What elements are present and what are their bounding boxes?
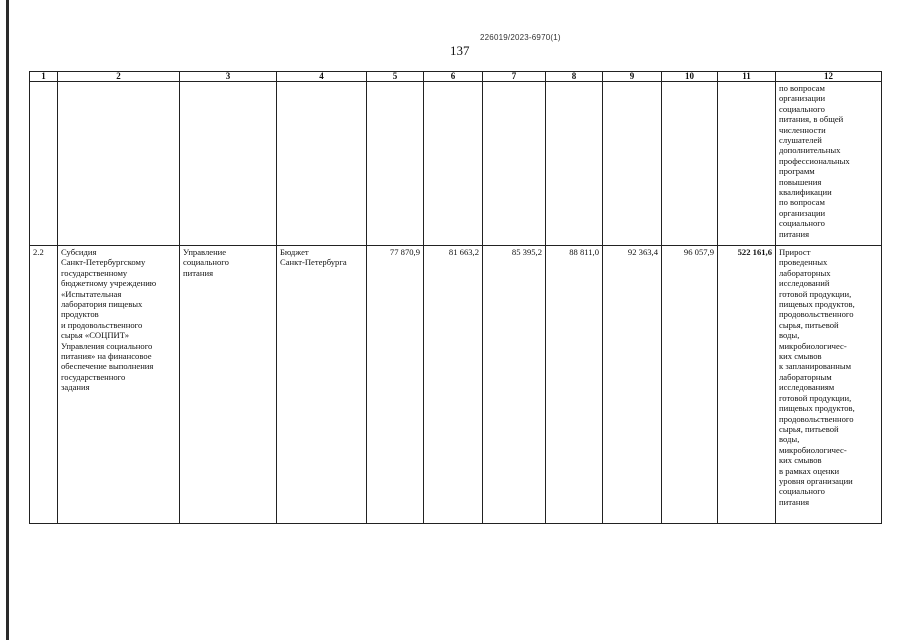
- header-cell: 1: [30, 72, 58, 82]
- header-cell: 5: [367, 72, 424, 82]
- year-value: 92 363,4: [603, 246, 662, 524]
- year-value: 85 395,2: [483, 246, 546, 524]
- table-row: [30, 246, 882, 524]
- empty-cell: [367, 82, 424, 246]
- header-cell: 11: [718, 72, 776, 82]
- document-number: 226019/2023-6970(1): [480, 33, 561, 42]
- empty-cell: [718, 82, 776, 246]
- header-cell: 10: [662, 72, 718, 82]
- empty-cell: [603, 82, 662, 246]
- funding-source: Бюджет Санкт-Петербурга: [277, 246, 367, 524]
- year-value: 88 811,0: [546, 246, 603, 524]
- row-number: 2.2: [30, 246, 58, 524]
- indicator-note: по вопросам организации социального питания, в общей численности слушателей дополнительных профессиональных программ повышения квалификации по вопросам организации социального питания: [776, 82, 882, 246]
- total-value: 522 161,6: [718, 246, 776, 524]
- program-table: [29, 71, 882, 524]
- year-value: 81 663,2: [424, 246, 483, 524]
- header-row: [30, 72, 882, 82]
- table-row: [30, 82, 882, 246]
- empty-cell: [277, 82, 367, 246]
- header-cell: 8: [546, 72, 603, 82]
- header-cell: 3: [180, 72, 277, 82]
- header-cell: 2: [58, 72, 180, 82]
- empty-cell: [662, 82, 718, 246]
- empty-cell: [180, 82, 277, 246]
- year-value: 77 870,9: [367, 246, 424, 524]
- header-cell: 12: [776, 72, 882, 82]
- empty-cell: [483, 82, 546, 246]
- empty-cell: [30, 82, 58, 246]
- empty-cell: [58, 82, 180, 246]
- header-cell: 4: [277, 72, 367, 82]
- page-number: 137: [450, 43, 470, 58]
- empty-cell: [424, 82, 483, 246]
- indicator-note: Прирост проведенных лабораторных исследований готовой продукции, пищевых продуктов, продовольственного сырья, питьевой воды, микробиологичес- ких смывов к запланированным лабораторным исследованиям готовой продукции, пищевых продуктов, продовольственного сырья, питьевой воды, микробиологичес- ких смывов в рамках оценки уровня организации социального питания: [776, 246, 882, 524]
- measure-name: Субсидия Санкт-Петербургскому государственному бюджетному учреждению «Испытательная лаборатория пищевых продуктов и продовольственного сырья «СОЦПИТ» Управления социального питания» на финансовое обеспечение выполнения государственного задания: [58, 246, 180, 524]
- header-cell: 6: [424, 72, 483, 82]
- executor: Управление социального питания: [180, 246, 277, 524]
- header-cell: 9: [603, 72, 662, 82]
- scan-edge: [6, 0, 9, 640]
- header-cell: 7: [483, 72, 546, 82]
- year-value: 96 057,9: [662, 246, 718, 524]
- empty-cell: [546, 82, 603, 246]
